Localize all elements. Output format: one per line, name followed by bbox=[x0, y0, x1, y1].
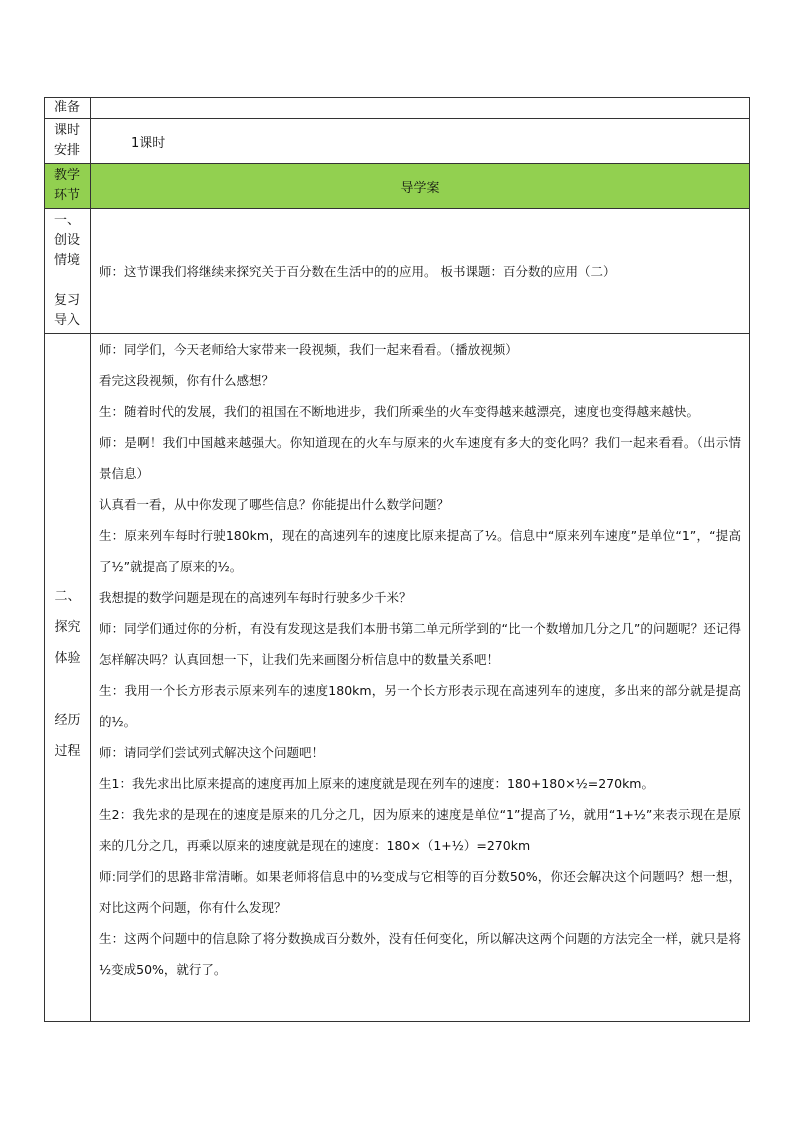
label-explore-line: 过程 bbox=[54, 744, 81, 759]
label-intro-spacer bbox=[54, 271, 90, 291]
paragraph: 师：同学们通过你的分析，有没有发现这是我们本册书第二单元所学到的“比一个数增加几分之几”的问题呢？还记得怎样解决吗？认真回想一下，让我们先来画图分析信息中的数量关系吧！ bbox=[99, 621, 741, 667]
time-content: 1课时 bbox=[91, 119, 750, 164]
paragraph: 生1：我先求出比原来提高的速度再加上原来的速度就是现在列车的速度：180+180×½=270km。 bbox=[99, 776, 654, 791]
label-explore bbox=[45, 334, 91, 1022]
label-stage bbox=[45, 164, 91, 209]
row-explore bbox=[45, 334, 750, 1022]
label-intro bbox=[45, 209, 91, 334]
paragraph: 师:同学们的思路非常清晰。如果老师将信息中的½变成与它相等的百分数50%，你还会解决这个问题吗？想一想，对比这两个问题，你有什么发现？ bbox=[99, 869, 741, 915]
prepare-content bbox=[91, 98, 750, 119]
label-time-line2: 安排 bbox=[54, 143, 81, 158]
paragraph: 认真看一看，从中你发现了哪些信息？你能提出什么数学问题？ bbox=[99, 497, 450, 512]
paragraph: 生：这两个问题中的信息除了将分数换成百分数外，没有任何变化，所以解决这两个问题的方法完全一样，就只是将½变成50%，就行了。 bbox=[99, 931, 741, 977]
row-intro bbox=[45, 209, 750, 334]
label-prepare: 准备 bbox=[45, 98, 91, 119]
row-header bbox=[45, 164, 750, 209]
label-explore-line: 体验 bbox=[54, 651, 81, 666]
paragraph: 我想提的数学问题是现在的高速列车每时行驶多少千米？ bbox=[99, 590, 412, 605]
label-stage-line1: 教学 bbox=[54, 168, 81, 183]
intro-text: 师：这节课我们将继续来探究关于百分数在生活中的的应用。 板书课题：百分数的应用（二） bbox=[91, 209, 750, 334]
label-explore-line: 探究 bbox=[54, 620, 81, 635]
label-intro-line: 情境 bbox=[54, 253, 81, 268]
header-title: 导学案 bbox=[91, 164, 750, 209]
row-prepare bbox=[45, 98, 750, 119]
paragraph: 师：同学们，今天老师给大家带来一段视频，我们一起来看看。（播放视频） bbox=[99, 342, 518, 357]
label-stage-line2: 环节 bbox=[54, 188, 81, 203]
lesson-plan-table bbox=[44, 97, 750, 1022]
label-explore-spacer bbox=[45, 674, 90, 705]
row-time bbox=[45, 119, 750, 164]
paragraph: 生：原来列车每时行驶180km，现在的高速列车的速度比原来提高了½。信息中“原来列车速度”是单位“1”，“提高了½”就提高了原来的½。 bbox=[99, 528, 741, 574]
label-intro-line: 一、 bbox=[54, 213, 81, 228]
label-explore-line: 经历 bbox=[54, 713, 81, 728]
label-intro-line: 导入 bbox=[54, 313, 81, 328]
label-time bbox=[45, 119, 91, 164]
label-time-line1: 课时 bbox=[54, 123, 81, 138]
explore-content bbox=[91, 334, 750, 1022]
paragraph: 生2：我先求的是现在的速度是原来的几分之几，因为原来的速度是单位“1”提高了½，就用“1+½”来表示现在是原来的几分之几，再乘以原来的速度就是现在的速度：180×（1+½）=270km bbox=[99, 807, 741, 853]
label-explore-line: 二、 bbox=[54, 589, 81, 604]
paragraph: 生：随着时代的发展，我们的祖国在不断地进步，我们所乘坐的火车变得越来越漂亮，速度也变得越来越快。 bbox=[99, 404, 700, 419]
label-intro-line: 复习 bbox=[54, 293, 81, 308]
paragraph: 师：是啊！我们中国越来越强大。你知道现在的火车与原来的火车速度有多大的变化吗？我们一起来看看。（出示情景信息） bbox=[99, 435, 741, 481]
label-intro-line: 创设 bbox=[54, 233, 81, 248]
paragraph: 生：我用一个长方形表示原来列车的速度180km，另一个长方形表示现在高速列车的速度，多出来的部分就是提高的½。 bbox=[99, 683, 741, 729]
paragraph: 看完这段视频，你有什么感想？ bbox=[99, 373, 275, 388]
paragraph: 师：请同学们尝试列式解决这个问题吧！ bbox=[99, 745, 325, 760]
